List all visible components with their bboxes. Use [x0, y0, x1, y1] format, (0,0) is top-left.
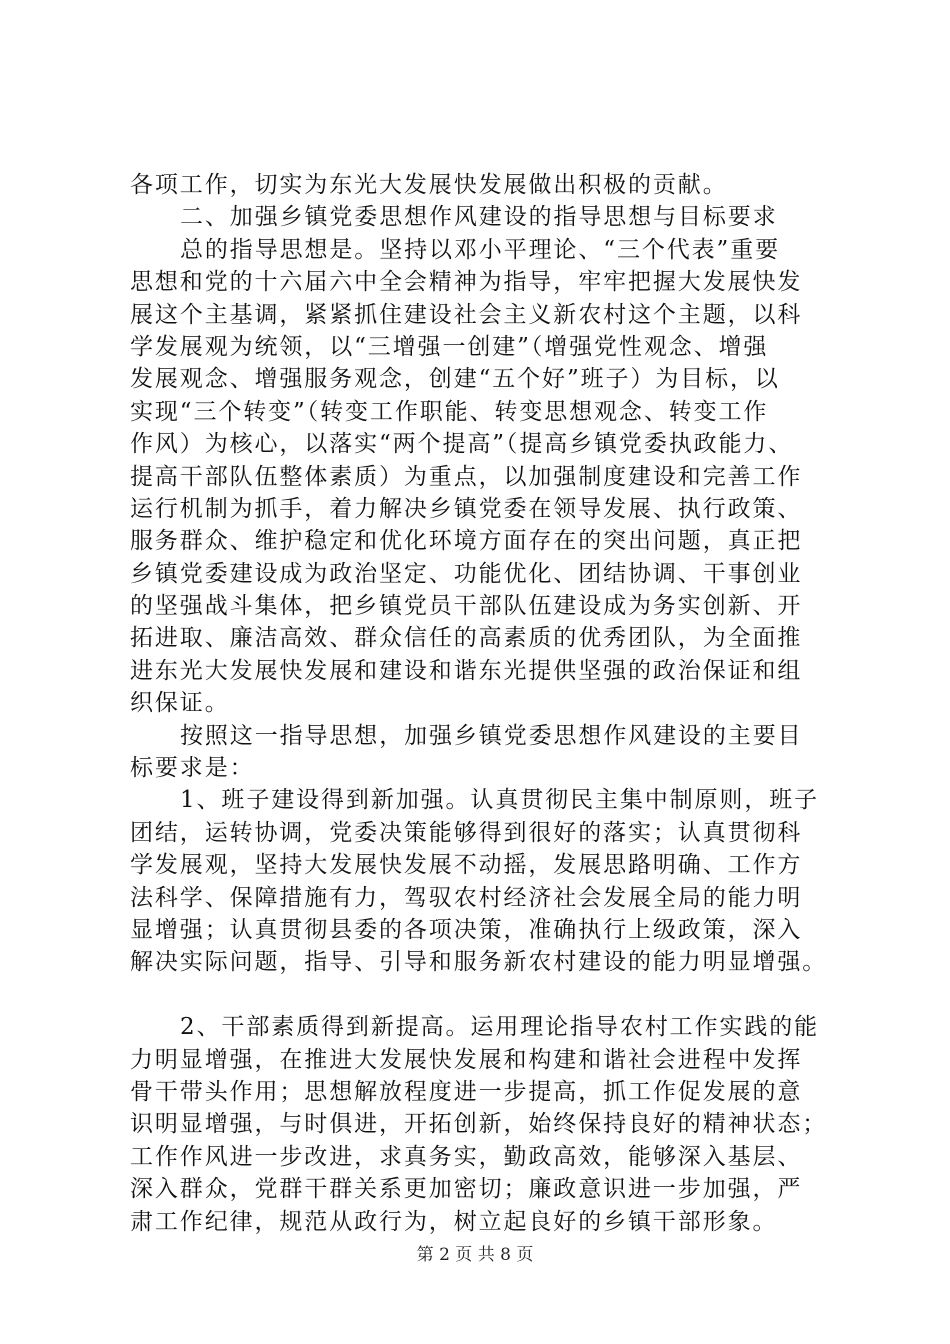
- text-line: 作风）为核心，以落实“两个提高”（提高乡镇党委执政能力、: [130, 431, 794, 458]
- text-line: 解决实际问题，指导、引导和服务新农村建设的能力明显增强。: [130, 949, 828, 976]
- text-line: 服务群众、维护稳定和优化环境方面存在的突出问题，真正把: [130, 528, 803, 555]
- text-line: 学发展观，坚持大发展快发展不动摇，发展思路明确、工作方: [130, 852, 803, 879]
- blank-line: [130, 979, 830, 1011]
- text-line: 乡镇党委建设成为政治坚定、功能优化、团结协调、干事创业: [130, 560, 803, 587]
- document-body: [130, 169, 830, 1238]
- text-line: 展这个主基调，紧紧抓住建设社会主义新农村这个主题，以科: [130, 301, 803, 328]
- text-line: 进东光大发展快发展和建设和谐东光提供坚强的政治保证和组: [130, 657, 803, 684]
- text-line: 拓进取、廉洁高效、群众信任的高素质的优秀团队，为全面推: [130, 625, 803, 652]
- text-line: 学发展观为统领，以“三增强一创建”（增强党性观念、增强: [130, 333, 769, 360]
- text-line: 识明显增强，与时俱进，开拓创新，始终保持良好的精神状态；: [130, 1111, 828, 1138]
- text-line: 的坚强战斗集体，把乡镇党员干部队伍建设成为务实创新、开: [130, 593, 803, 620]
- text-line: 团结，运转协调，党委决策能够得到很好的落实；认真贯彻科: [130, 819, 803, 846]
- text-line: 织保证。: [130, 690, 230, 717]
- text-line: 实现“三个转变”（转变工作职能、转变思想观念、转变工作: [130, 398, 769, 425]
- text-line: 提高干部队伍整体素质）为重点，以加强制度建设和完善工作: [130, 463, 803, 490]
- paragraph-first-line: 总的指导思想是。坚持以邓小平理论、“三个代表”重要: [180, 236, 781, 263]
- text-line: 法科学、保障措施有力，驾驭农村经济社会发展全局的能力明: [130, 884, 803, 911]
- text-line: 力明显增强，在推进大发展快发展和构建和谐社会进程中发挥: [130, 1046, 803, 1073]
- text-line: 显增强；认真贯彻县委的各项决策，准确执行上级政策，深入: [130, 916, 803, 943]
- text-line: 发展观念、增强服务观念，创建“五个好”班子）为目标，以: [130, 366, 780, 393]
- text-line: 思想和党的十六届六中全会精神为指导，牢牢把握大发展快发: [130, 269, 803, 296]
- paragraph-first-line: 二、加强乡镇党委思想作风建设的指导思想与目标要求: [180, 204, 778, 231]
- page-footer: 第 2 页 共 8 页: [416, 1245, 534, 1265]
- text-line: 深入群众，党群干群关系更加密切；廉政意识进一步加强，严: [130, 1176, 803, 1203]
- text-line: 标要求是：: [130, 755, 255, 782]
- text-line: 工作作风进一步改进，求真务实，勤政高效，能够深入基层、: [130, 1143, 803, 1170]
- paragraph-first-line: 1、班子建设得到新加强。认真贯彻民主集中制原则，班子: [180, 787, 820, 814]
- text-line: 骨干带头作用；思想解放程度进一步提高，抓工作促发展的意: [130, 1078, 803, 1105]
- paragraph-first-line: 按照这一指导思想，加强乡镇党委思想作风建设的主要目: [180, 722, 803, 749]
- paragraph-first-line: 2、干部素质得到新提高。运用理论指导农村工作实践的能: [180, 1014, 820, 1041]
- text-line: 运行机制为抓手，着力解决乡镇党委在领导发展、执行政策、: [130, 495, 803, 522]
- text-line: 各项工作，切实为东光大发展快发展做出积极的贡献。: [130, 172, 728, 198]
- text-line: 肃工作纪律，规范从政行为，树立起良好的乡镇干部形象。: [130, 1208, 778, 1235]
